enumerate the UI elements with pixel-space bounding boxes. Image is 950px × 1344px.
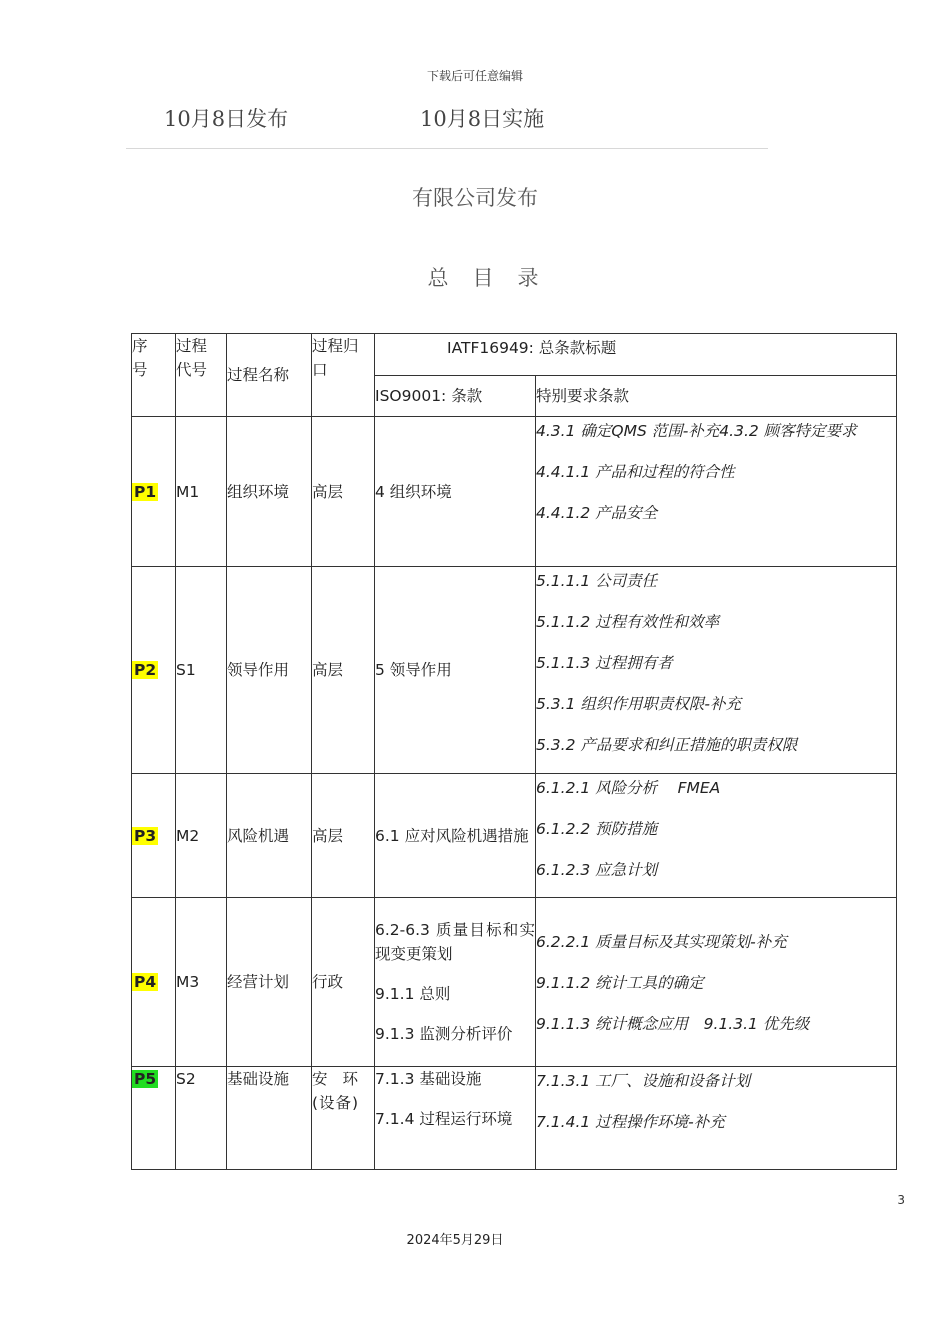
iso-clause: 6.1 应对风险机遇措施 [375, 826, 529, 845]
code-cell: M2 [176, 774, 227, 898]
divider [126, 148, 768, 149]
owner-text: 高层 [312, 482, 344, 501]
special-cell [536, 898, 897, 1067]
code-cell: S2 [176, 1067, 227, 1170]
footer-date: 2024年5月29日 [406, 1233, 504, 1248]
company-publisher: 有限公司发布 [412, 186, 538, 210]
iso-clause: 4 组织环境 [375, 482, 452, 501]
owner-cell [312, 774, 375, 898]
name-cell: 组织环境 [227, 417, 312, 567]
owner-text: 安环(设备) [312, 1070, 358, 1112]
effective-date: 10月8日实施 [420, 107, 545, 131]
header-seq: 序号 [132, 337, 148, 379]
iso-clause: 7.1.3 基础设施 [375, 1070, 482, 1088]
special-clause: 6.1.2.2 预防措施 [536, 820, 658, 838]
owner-text: 行政 [312, 973, 344, 991]
seq-cell [132, 1067, 176, 1170]
special-clause: 6.1.2.3 应急计划 [536, 861, 658, 879]
seq-cell [132, 417, 176, 567]
special-cell [536, 774, 897, 898]
header-code: 过程代号 [176, 337, 208, 379]
special-clause: 9.1.1.2 统计工具的确定 [536, 974, 704, 992]
process-badge: P5 [134, 1070, 157, 1088]
release-date: 10月8日发布 [164, 107, 289, 131]
special-clause: 7.1.4.1 过程操作环境-补充 [536, 1113, 725, 1131]
owner-cell [312, 1067, 375, 1170]
iso-cell [375, 417, 536, 567]
special-cell [536, 567, 897, 774]
name-cell: 领导作用 [227, 567, 312, 774]
process-badge: P4 [134, 973, 157, 991]
table-row [132, 774, 897, 898]
header-special: 特别要求条款 [536, 376, 897, 417]
iso-clause: 9.1.3 监测分析评价 [375, 1025, 513, 1043]
code-cell: M3 [176, 898, 227, 1067]
page-number: 3 [897, 1193, 905, 1207]
name-cell: 基础设施 [227, 1067, 312, 1170]
iso-cell [375, 1067, 536, 1170]
special-clause: 4.4.1.2 产品安全 [536, 504, 658, 522]
special-cell [536, 1067, 897, 1170]
seq-cell [132, 898, 176, 1067]
special-clause: 5.3.2 产品要求和纠正措施的职责权限 [536, 736, 798, 754]
iso-cell [375, 898, 536, 1067]
table-row [132, 417, 897, 567]
owner-cell [312, 567, 375, 774]
code-cell: S1 [176, 567, 227, 774]
code-cell: M1 [176, 417, 227, 567]
iso-cell [375, 774, 536, 898]
owner-cell [312, 898, 375, 1067]
table-row [132, 1067, 897, 1170]
special-clause: 4.3.1 确定QMS 范围-补充4.3.2 顾客特定要求 [536, 422, 857, 440]
special-clause: 6.2.2.1 质量目标及其实现策划-补充 [536, 933, 787, 951]
process-badge: P1 [134, 482, 157, 501]
name-cell: 经营计划 [227, 898, 312, 1067]
top-note: 下载后可任意编辑 [426, 69, 523, 83]
header-iso: ISO9001: 条款 [375, 376, 536, 417]
iso-clause: 6.2-6.3 质量目标和实现变更策划 [375, 921, 535, 963]
table-row [132, 898, 897, 1067]
name-cell: 风险机遇 [227, 774, 312, 898]
header-main-title: IATF16949: 总条款标题 [375, 334, 897, 376]
special-clause: 4.4.1.1 产品和过程的符合性 [536, 463, 735, 481]
table-row [132, 567, 897, 774]
iso-cell [375, 567, 536, 774]
seq-cell [132, 774, 176, 898]
special-clause: 5.1.1.3 过程拥有者 [536, 654, 673, 672]
process-badge: P2 [134, 661, 157, 679]
iso-clause: 9.1.1 总则 [375, 985, 451, 1003]
process-table [131, 333, 897, 1170]
special-clause: 6.1.2.1 风险分析 FMEA [536, 779, 721, 797]
seq-cell [132, 567, 176, 774]
special-clause: 7.1.3.1 工厂、设施和设备计划 [536, 1072, 751, 1090]
owner-cell [312, 417, 375, 567]
process-badge: P3 [134, 826, 157, 845]
iso-clause: 5 领导作用 [375, 661, 452, 679]
owner-text: 高层 [312, 826, 344, 845]
special-clause: 5.1.1.2 过程有效性和效率 [536, 613, 720, 631]
special-clause: 5.1.1.1 公司责任 [536, 572, 658, 590]
header-name: 过程名称 [227, 334, 312, 417]
iso-clause: 7.1.4 过程运行环境 [375, 1110, 513, 1128]
owner-text: 高层 [312, 661, 344, 679]
toc-title: 总目录 [427, 266, 563, 290]
special-clause: 5.3.1 组织作用职责权限-补充 [536, 695, 741, 713]
header-owner: 过程归口 [312, 337, 359, 379]
special-cell [536, 417, 897, 567]
special-clause: 9.1.1.3 统计概念应用 9.1.3.1 优先级 [536, 1015, 810, 1033]
